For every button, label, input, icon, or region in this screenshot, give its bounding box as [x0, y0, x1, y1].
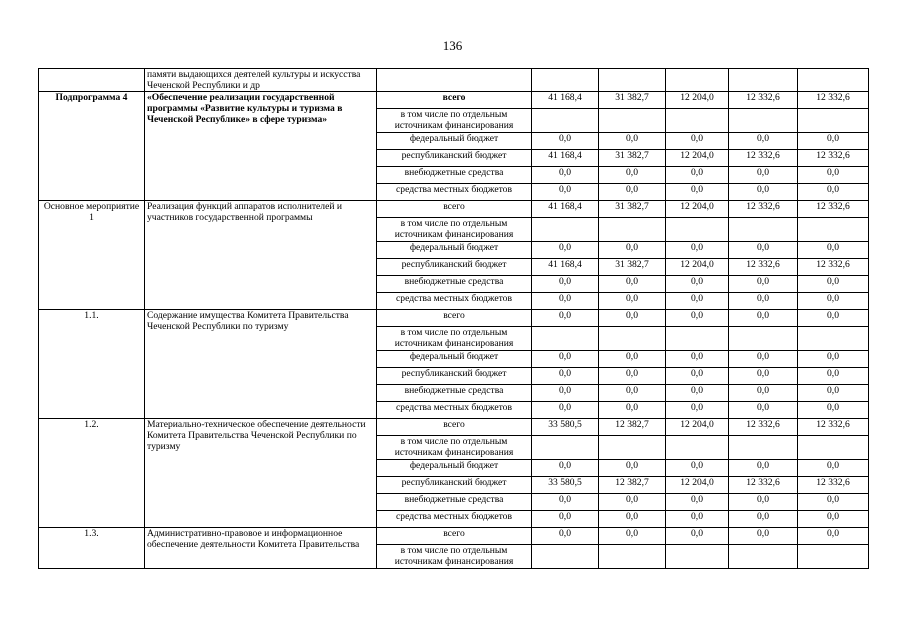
row-code-cell: 1.1.: [39, 310, 145, 419]
funding-source-cell: всего: [377, 528, 532, 545]
value-cell: 0,0: [532, 310, 599, 327]
value-cell: 12 382,7: [599, 419, 666, 436]
value-cell: 33 580,5: [532, 477, 599, 494]
funding-source-cell: средства местных бюджетов: [377, 402, 532, 419]
value-cell: 0,0: [729, 167, 798, 184]
value-cell: 0,0: [729, 511, 798, 528]
row-name-cell: Административно-правовое и информационное обеспечение деятельности Комитета Правительства: [145, 528, 377, 569]
value-cell: 0,0: [798, 494, 869, 511]
budget-table-body: [39, 69, 869, 569]
funding-source-cell: республиканский бюджет: [377, 259, 532, 276]
value-cell: 0,0: [798, 133, 869, 150]
value-cell: 12 332,6: [798, 150, 869, 167]
value-cell: 0,0: [798, 368, 869, 385]
row-name-cell: памяти выдающихся деятелей культуры и искусства Чеченской Республики и др: [145, 69, 377, 92]
value-cell: 0,0: [532, 293, 599, 310]
value-cell: [599, 218, 666, 242]
value-cell: 31 382,7: [599, 259, 666, 276]
funding-source-cell: всего: [377, 419, 532, 436]
value-cell: [666, 545, 729, 569]
funding-source-cell: федеральный бюджет: [377, 133, 532, 150]
value-cell: 0,0: [599, 368, 666, 385]
value-cell: 0,0: [599, 494, 666, 511]
value-cell: 0,0: [798, 402, 869, 419]
table-row: [39, 419, 869, 436]
value-cell: 0,0: [532, 242, 599, 259]
value-cell: 12 332,6: [798, 259, 869, 276]
value-cell: 0,0: [532, 167, 599, 184]
value-cell: 0,0: [729, 528, 798, 545]
value-cell: 0,0: [532, 276, 599, 293]
value-cell: 12 332,6: [729, 259, 798, 276]
row-code-cell: 1.2.: [39, 419, 145, 528]
value-cell: [599, 69, 666, 92]
value-cell: 0,0: [666, 242, 729, 259]
value-cell: 0,0: [666, 351, 729, 368]
funding-source-cell: федеральный бюджет: [377, 242, 532, 259]
value-cell: 0,0: [729, 460, 798, 477]
value-cell: 0,0: [798, 511, 869, 528]
value-cell: 0,0: [532, 184, 599, 201]
value-cell: 0,0: [798, 460, 869, 477]
value-cell: 33 580,5: [532, 419, 599, 436]
funding-source-cell: средства местных бюджетов: [377, 184, 532, 201]
value-cell: 0,0: [599, 184, 666, 201]
row-code-cell: Подпрограмма 4: [39, 92, 145, 201]
value-cell: 0,0: [666, 184, 729, 201]
value-cell: 31 382,7: [599, 201, 666, 218]
value-cell: 0,0: [798, 184, 869, 201]
value-cell: [729, 436, 798, 460]
value-cell: [798, 69, 869, 92]
value-cell: [798, 109, 869, 133]
funding-source-cell: в том числе по отдельным источникам финансирования: [377, 109, 532, 133]
value-cell: 0,0: [729, 276, 798, 293]
value-cell: 12 332,6: [729, 92, 798, 109]
value-cell: 0,0: [798, 310, 869, 327]
value-cell: 12 204,0: [666, 477, 729, 494]
value-cell: 12 204,0: [666, 201, 729, 218]
value-cell: 0,0: [666, 368, 729, 385]
value-cell: [599, 327, 666, 351]
value-cell: 0,0: [798, 528, 869, 545]
value-cell: 0,0: [666, 310, 729, 327]
value-cell: 12 204,0: [666, 259, 729, 276]
value-cell: [666, 218, 729, 242]
value-cell: 0,0: [599, 460, 666, 477]
funding-source-cell: средства местных бюджетов: [377, 511, 532, 528]
value-cell: 12 204,0: [666, 92, 729, 109]
value-cell: 0,0: [532, 511, 599, 528]
value-cell: [729, 545, 798, 569]
budget-table: [38, 68, 869, 569]
value-cell: 0,0: [798, 167, 869, 184]
value-cell: 0,0: [729, 184, 798, 201]
funding-source-cell: всего: [377, 310, 532, 327]
value-cell: [729, 69, 798, 92]
value-cell: 0,0: [532, 528, 599, 545]
value-cell: 31 382,7: [599, 92, 666, 109]
value-cell: 0,0: [729, 310, 798, 327]
value-cell: 0,0: [599, 385, 666, 402]
value-cell: 0,0: [729, 494, 798, 511]
value-cell: 0,0: [798, 242, 869, 259]
value-cell: [666, 69, 729, 92]
row-name-cell: «Обеспечение реализации государственной программы «Развитие культуры и туризма в Чеченской Республике» в сфере туризма»: [145, 92, 377, 201]
value-cell: 0,0: [729, 385, 798, 402]
value-cell: [729, 218, 798, 242]
value-cell: 0,0: [666, 511, 729, 528]
funding-source-cell: средства местных бюджетов: [377, 293, 532, 310]
value-cell: [798, 436, 869, 460]
funding-source-cell: федеральный бюджет: [377, 460, 532, 477]
value-cell: [532, 436, 599, 460]
value-cell: 0,0: [532, 402, 599, 419]
value-cell: 0,0: [666, 167, 729, 184]
funding-source-cell: в том числе по отдельным источникам финансирования: [377, 218, 532, 242]
value-cell: 0,0: [798, 293, 869, 310]
value-cell: 12 204,0: [666, 150, 729, 167]
value-cell: [599, 109, 666, 133]
table-row: [39, 69, 869, 92]
value-cell: 0,0: [666, 293, 729, 310]
funding-source-cell: республиканский бюджет: [377, 150, 532, 167]
funding-source-cell: республиканский бюджет: [377, 477, 532, 494]
value-cell: 12 332,6: [729, 201, 798, 218]
value-cell: 12 332,6: [729, 150, 798, 167]
value-cell: 0,0: [666, 385, 729, 402]
row-code-cell: Основное мероприятие 1: [39, 201, 145, 310]
row-name-cell: Содержание имущества Комитета Правительства Чеченской Республики по туризму: [145, 310, 377, 419]
value-cell: [798, 327, 869, 351]
value-cell: 12 332,6: [798, 92, 869, 109]
value-cell: 0,0: [532, 368, 599, 385]
value-cell: 12 332,6: [729, 419, 798, 436]
value-cell: [532, 327, 599, 351]
value-cell: [666, 327, 729, 351]
value-cell: 0,0: [729, 293, 798, 310]
value-cell: 0,0: [532, 460, 599, 477]
value-cell: 0,0: [729, 368, 798, 385]
value-cell: 0,0: [599, 351, 666, 368]
funding-source-cell: [377, 69, 532, 92]
value-cell: 0,0: [798, 385, 869, 402]
value-cell: [599, 545, 666, 569]
value-cell: 12 332,6: [798, 419, 869, 436]
value-cell: 0,0: [729, 402, 798, 419]
value-cell: 0,0: [666, 528, 729, 545]
value-cell: 12 332,6: [729, 477, 798, 494]
value-cell: [532, 69, 599, 92]
value-cell: 12 382,7: [599, 477, 666, 494]
row-name-cell: Реализация функций аппаратов исполнителей и участников государственной программы: [145, 201, 377, 310]
value-cell: [666, 109, 729, 133]
funding-source-cell: в том числе по отдельным источникам финансирования: [377, 545, 532, 569]
value-cell: 0,0: [729, 242, 798, 259]
value-cell: 0,0: [532, 133, 599, 150]
funding-source-cell: федеральный бюджет: [377, 351, 532, 368]
value-cell: [666, 436, 729, 460]
value-cell: 41 168,4: [532, 92, 599, 109]
funding-source-cell: в том числе по отдельным источникам финансирования: [377, 327, 532, 351]
page-number: 136: [442, 38, 463, 53]
value-cell: 0,0: [798, 351, 869, 368]
value-cell: 0,0: [729, 133, 798, 150]
value-cell: [729, 109, 798, 133]
funding-source-cell: республиканский бюджет: [377, 368, 532, 385]
value-cell: 31 382,7: [599, 150, 666, 167]
value-cell: 0,0: [666, 460, 729, 477]
value-cell: 41 168,4: [532, 150, 599, 167]
value-cell: [599, 436, 666, 460]
value-cell: 0,0: [599, 293, 666, 310]
funding-source-cell: внебюджетные средства: [377, 167, 532, 184]
value-cell: 0,0: [599, 310, 666, 327]
funding-source-cell: всего: [377, 201, 532, 218]
value-cell: 0,0: [599, 511, 666, 528]
value-cell: 0,0: [532, 385, 599, 402]
row-name-cell: Материально-техническое обеспечение деятельности Комитета Правительства Чеченской Республики по туризму: [145, 419, 377, 528]
value-cell: 0,0: [666, 276, 729, 293]
value-cell: 0,0: [599, 528, 666, 545]
table-row: [39, 310, 869, 327]
value-cell: [532, 218, 599, 242]
value-cell: [729, 327, 798, 351]
table-row: [39, 201, 869, 218]
value-cell: 12 332,6: [798, 201, 869, 218]
value-cell: 0,0: [599, 133, 666, 150]
value-cell: 12 204,0: [666, 419, 729, 436]
value-cell: 0,0: [729, 351, 798, 368]
funding-source-cell: внебюджетные средства: [377, 494, 532, 511]
value-cell: [798, 545, 869, 569]
row-code-cell: [39, 69, 145, 92]
value-cell: [532, 545, 599, 569]
value-cell: 0,0: [666, 494, 729, 511]
table-row: [39, 92, 869, 109]
value-cell: 0,0: [798, 276, 869, 293]
funding-source-cell: всего: [377, 92, 532, 109]
row-code-cell: 1.3.: [39, 528, 145, 569]
value-cell: [798, 218, 869, 242]
funding-source-cell: внебюджетные средства: [377, 276, 532, 293]
value-cell: 0,0: [532, 494, 599, 511]
value-cell: 0,0: [599, 242, 666, 259]
value-cell: 0,0: [599, 167, 666, 184]
value-cell: [532, 109, 599, 133]
value-cell: 0,0: [666, 402, 729, 419]
value-cell: 0,0: [532, 351, 599, 368]
value-cell: 0,0: [666, 133, 729, 150]
value-cell: 41 168,4: [532, 259, 599, 276]
value-cell: 12 332,6: [798, 477, 869, 494]
value-cell: 41 168,4: [532, 201, 599, 218]
value-cell: 0,0: [599, 276, 666, 293]
table-row: [39, 528, 869, 545]
funding-source-cell: в том числе по отдельным источникам финансирования: [377, 436, 532, 460]
value-cell: 0,0: [599, 402, 666, 419]
funding-source-cell: внебюджетные средства: [377, 385, 532, 402]
